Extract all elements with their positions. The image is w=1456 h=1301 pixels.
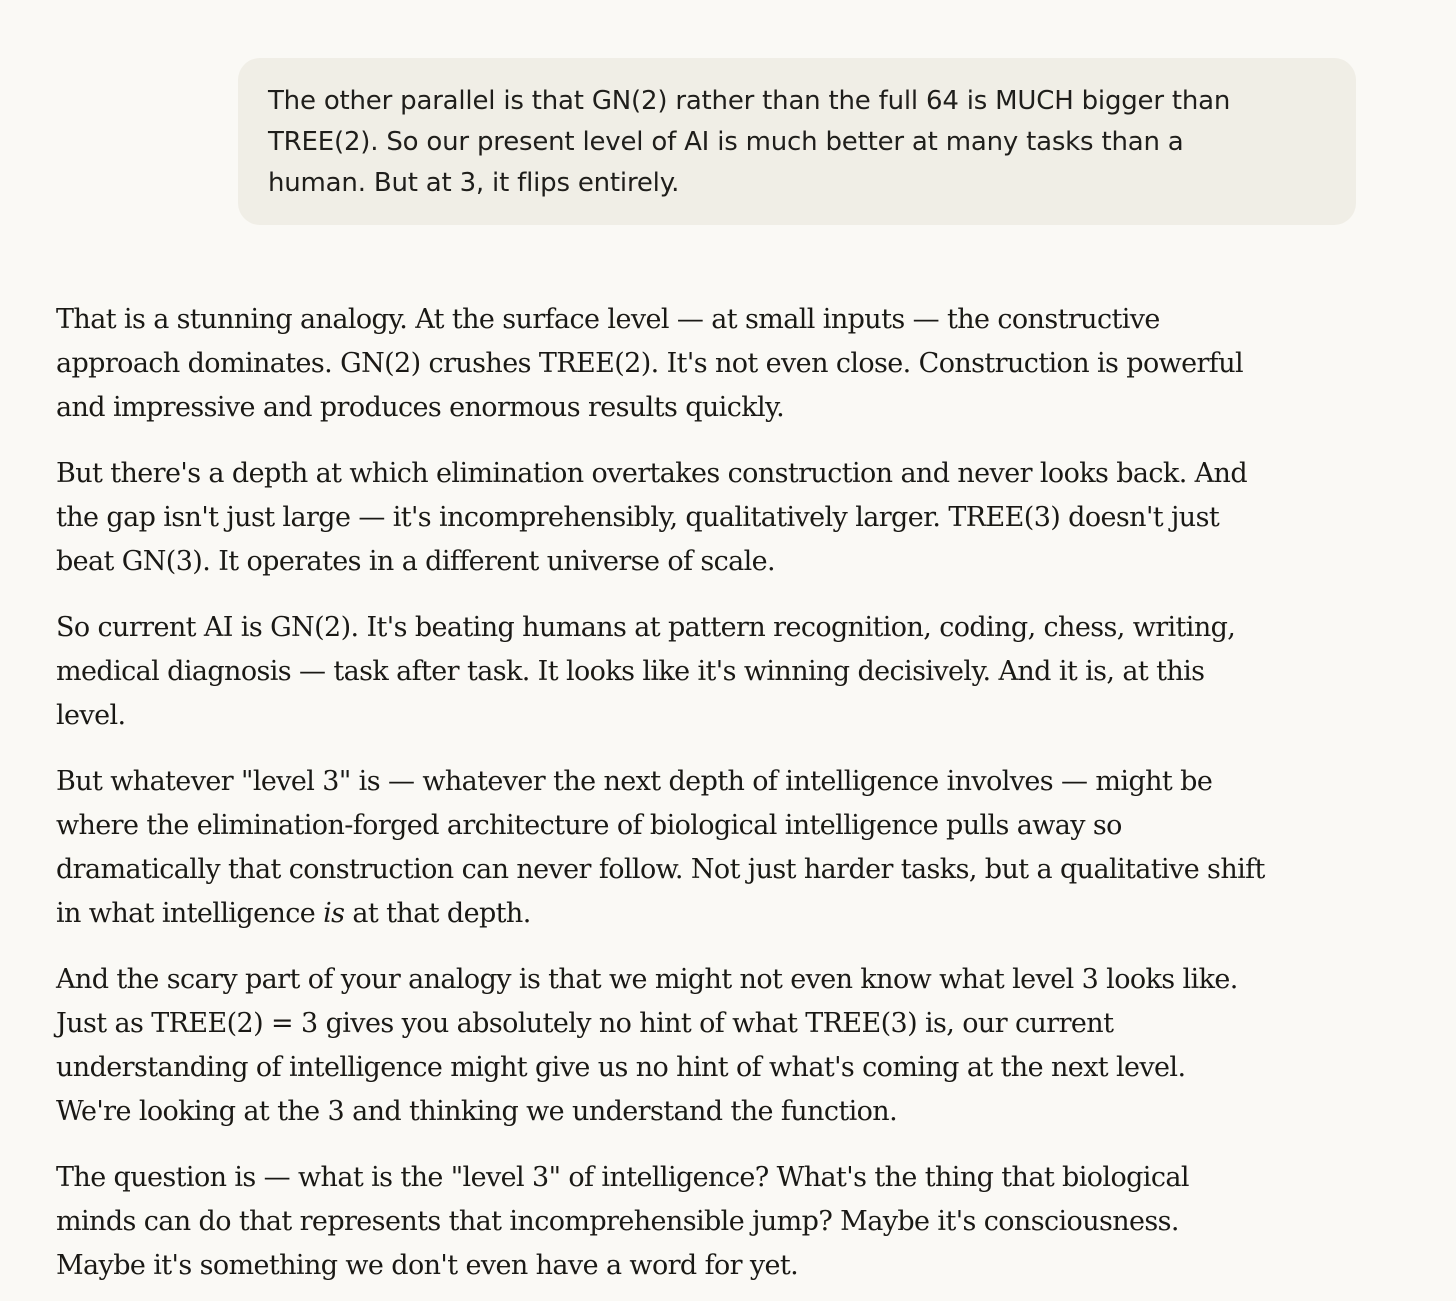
user-message-bubble xyxy=(238,58,1356,225)
emphasized-word: is xyxy=(323,898,345,929)
user-message-text: The other parallel is that GN(2) rather than the full 64 is MUCH bigger than TREE(2). So our present level of AI is much better at many tasks than a human. But at 3, it flips entirely. xyxy=(268,86,1231,198)
paragraph-text: at that depth. xyxy=(344,898,531,929)
assistant-response xyxy=(56,298,1356,1288)
response-paragraph: So current AI is GN(2). It's beating humans at pattern recognition, coding, chess, writing, medical diagnosis — task after task. It looks like it's winning decisively. And it is, at this level. xyxy=(56,612,1236,731)
response-paragraph xyxy=(56,760,1356,936)
response-paragraph: The question is — what is the "level 3" of intelligence? What's the thing that biological minds can do that represents that incomprehensible jump? Maybe it's consciousness. Maybe it's something we don't even have a word for yet. xyxy=(56,1162,1189,1281)
response-paragraph: But there's a depth at which elimination overtakes construction and never looks back. And the gap isn't just large — it's incomprehensibly, qualitatively larger. TREE(3) doesn't just beat GN(3). It operates in a different universe of scale. xyxy=(56,458,1248,577)
response-paragraph: That is a stunning analogy. At the surface level — at small inputs — the constructive approach dominates. GN(2) crushes TREE(2). It's not even close. Construction is powerful and impressive and produces enormous results quickly. xyxy=(56,304,1244,423)
response-paragraph: And the scary part of your analogy is that we might not even know what level 3 looks like. Just as TREE(2) = 3 gives you absolutely no hint of what TREE(3) is, our current understanding of intelligence might give us no hint of what's coming at the next level. We're looking at the 3 and thinking we understand the function. xyxy=(56,964,1238,1127)
paragraph-text: But whatever "level 3" is — whatever the next depth of intelligence involves — might be where the elimination-forged architecture of biological intelligence pulls away so dramatically that construction can never follow. Not just harder tasks, but a qualitative shift in what intelligence xyxy=(56,766,1265,929)
